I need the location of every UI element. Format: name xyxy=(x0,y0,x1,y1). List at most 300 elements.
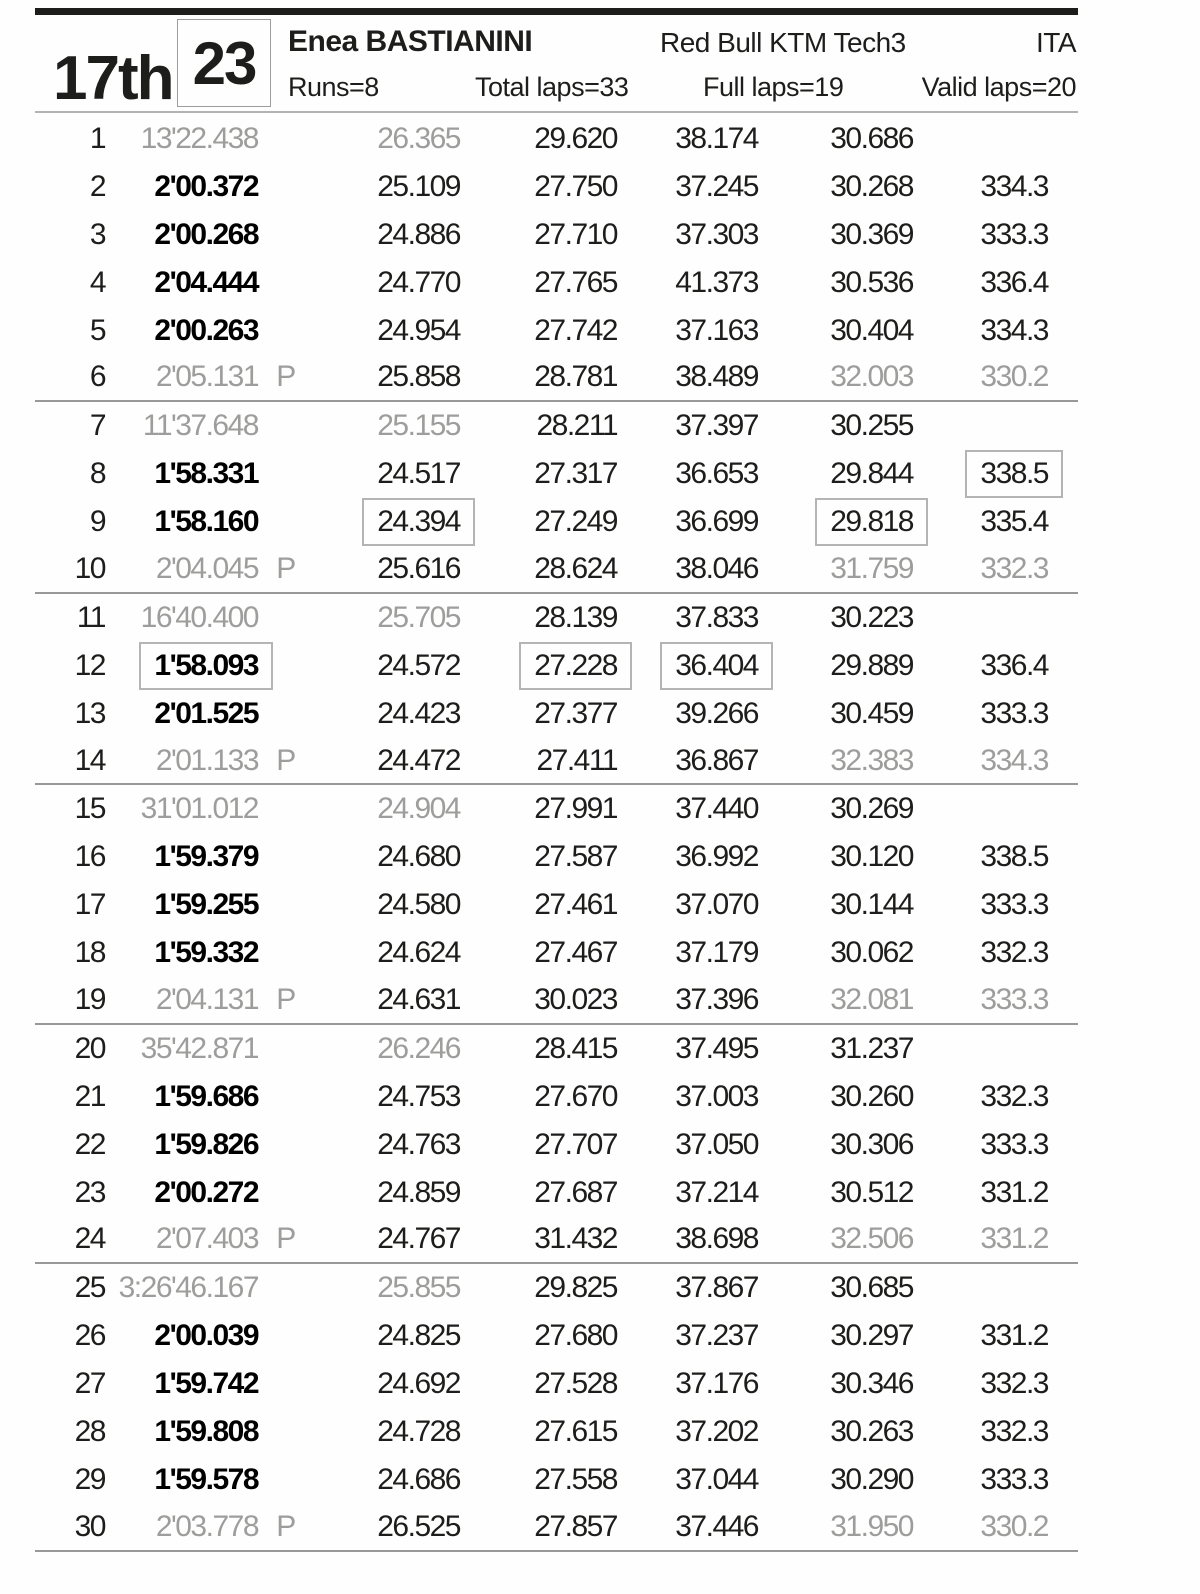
sector1-time: 24.580 xyxy=(377,888,460,922)
lap-number-cell xyxy=(35,1121,105,1169)
table-row xyxy=(35,1073,1078,1121)
table-row xyxy=(35,1408,1078,1456)
lap-number: 18 xyxy=(74,936,105,970)
top-speed: 332.3 xyxy=(980,1414,1048,1448)
sector2-time: 27.615 xyxy=(534,1414,617,1448)
sector1-time: 25.705 xyxy=(377,600,460,634)
lap-time-cell xyxy=(105,546,258,592)
pit-flag-cell xyxy=(258,163,313,211)
top-speed-cell xyxy=(913,498,1048,546)
sector1-time: 25.616 xyxy=(377,551,460,585)
sector2-time-cell xyxy=(460,546,617,592)
lap-time: 2'01.133 xyxy=(155,743,258,777)
sector4-time: 30.686 xyxy=(830,121,913,155)
sector2-time: 28.211 xyxy=(536,409,617,443)
sector4-time-cell xyxy=(758,642,913,690)
sector1-time-cell xyxy=(313,1312,460,1360)
sector3-time-cell xyxy=(617,1408,758,1456)
sector1-time-cell xyxy=(313,881,460,929)
top-speed: 333.3 xyxy=(980,1127,1048,1161)
top-speed-cell xyxy=(913,1312,1048,1360)
lap-time-cell xyxy=(105,163,258,211)
sector2-time-cell xyxy=(460,1073,617,1121)
table-row xyxy=(35,307,1078,355)
lap-time-cell xyxy=(105,259,258,307)
table-row xyxy=(35,833,1078,881)
lap-number-cell xyxy=(35,163,105,211)
lap-time: 16'40.400 xyxy=(140,600,258,634)
sector3-time: 37.446 xyxy=(675,1509,758,1543)
sector2-time: 27.377 xyxy=(534,696,617,730)
sector4-time-cell xyxy=(758,354,913,400)
top-speed-cell xyxy=(913,1121,1048,1169)
sector3-time-cell xyxy=(617,785,758,833)
lap-time: 3:26'46.167 xyxy=(118,1271,258,1305)
sector2-time: 27.528 xyxy=(534,1367,617,1401)
top-speed-cell xyxy=(913,1025,1048,1073)
lap-number: 14 xyxy=(74,743,105,777)
total-laps-count: Total laps=33 xyxy=(475,72,629,102)
sector3-time-cell xyxy=(617,1169,758,1217)
sector1-time-cell xyxy=(313,977,460,1023)
lap-number: 16 xyxy=(74,840,105,874)
sector4-time: 31.237 xyxy=(830,1031,913,1065)
table-row xyxy=(35,977,1078,1025)
sector3-time: 37.397 xyxy=(675,409,758,443)
sector2-time-cell xyxy=(460,1456,617,1504)
lap-time-cell xyxy=(105,738,258,784)
sector2-time-cell xyxy=(460,690,617,738)
sector3-time: 37.396 xyxy=(675,982,758,1016)
sector3-time-cell xyxy=(617,1264,758,1312)
sector2-time-cell xyxy=(460,738,617,784)
sector4-time-cell xyxy=(758,1264,913,1312)
sector3-time: 39.266 xyxy=(675,696,758,730)
lap-time: 31'01.012 xyxy=(140,792,258,826)
sector4-time-cell xyxy=(758,977,913,1023)
lap-time-cell xyxy=(105,1264,258,1312)
lap-number-cell xyxy=(35,1312,105,1360)
lap-time-cell xyxy=(105,833,258,881)
sector4-time: 32.506 xyxy=(830,1222,913,1256)
sector2-time: 27.687 xyxy=(534,1175,617,1209)
sector3-time-cell xyxy=(617,498,758,546)
table-row xyxy=(35,1216,1078,1264)
top-speed-cell xyxy=(913,1216,1048,1262)
pit-flag-cell xyxy=(258,1216,313,1262)
lap-time-cell xyxy=(105,1073,258,1121)
pit-flag-cell xyxy=(258,977,313,1023)
table-row xyxy=(35,498,1078,546)
rider-number: 23 xyxy=(192,29,256,97)
sector1-time-cell xyxy=(313,450,460,498)
sector1-time-cell xyxy=(313,929,460,977)
lap-time-cell xyxy=(105,642,258,690)
sector3-time: 38.489 xyxy=(675,360,758,394)
sector1-time-cell xyxy=(313,1264,460,1312)
sector1-time: 25.855 xyxy=(377,1271,460,1305)
sector4-time: 30.297 xyxy=(830,1319,913,1353)
lap-number-cell xyxy=(35,929,105,977)
team-name: Red Bull KTM Tech3 xyxy=(660,27,906,58)
sector3-time-cell xyxy=(617,307,758,355)
sector1-time: 25.858 xyxy=(377,360,460,394)
sector4-time: 30.369 xyxy=(830,217,913,251)
top-speed: 334.3 xyxy=(980,169,1048,203)
lap-time: 1'59.826 xyxy=(154,1127,258,1161)
sector3-time: 37.245 xyxy=(675,169,758,203)
lap-time-cell xyxy=(105,1121,258,1169)
sector2-time-cell xyxy=(460,354,617,400)
runs-count: Runs=8 xyxy=(288,72,379,102)
sector3-time: 38.046 xyxy=(675,551,758,585)
sector1-time-cell xyxy=(313,307,460,355)
lap-time: 1'59.686 xyxy=(154,1079,258,1113)
lap-number: 13 xyxy=(74,696,105,730)
lap-number-cell xyxy=(35,738,105,784)
lap-time: 1'59.332 xyxy=(154,936,258,970)
lap-time: 2'00.039 xyxy=(154,1319,258,1353)
table-row xyxy=(35,642,1078,690)
sector2-time-cell xyxy=(460,307,617,355)
pit-flag-cell xyxy=(258,1264,313,1312)
sector4-time: 32.081 xyxy=(830,982,913,1016)
sector2-time: 27.587 xyxy=(534,840,617,874)
table-row xyxy=(35,1360,1078,1408)
sector3-time-cell xyxy=(617,881,758,929)
lap-time: 1'59.808 xyxy=(154,1414,258,1448)
lap-time: 2'00.372 xyxy=(154,169,258,203)
pit-flag-cell xyxy=(258,881,313,929)
sector1-time: 24.753 xyxy=(377,1079,460,1113)
sector2-time: 27.765 xyxy=(534,265,617,299)
sector2-time: 27.411 xyxy=(536,743,617,777)
pit-flag-cell xyxy=(258,354,313,400)
lap-number: 12 xyxy=(74,648,105,682)
lap-time: 2'04.444 xyxy=(154,265,258,299)
lap-time: 2'03.778 xyxy=(155,1509,258,1543)
sector2-time-cell xyxy=(460,450,617,498)
lap-number: 6 xyxy=(89,360,105,394)
sector3-time-cell xyxy=(617,115,758,163)
table-row xyxy=(35,1312,1078,1360)
top-speed-cell xyxy=(913,738,1048,784)
table-row xyxy=(35,115,1078,163)
sector2-time: 28.139 xyxy=(534,600,617,634)
lap-number: 23 xyxy=(74,1175,105,1209)
sector1-time-cell xyxy=(313,1121,460,1169)
sector3-time: 36.867 xyxy=(675,743,758,777)
top-speed-cell xyxy=(913,163,1048,211)
sector3-time-cell xyxy=(617,259,758,307)
lap-time: 2'05.131 xyxy=(155,360,258,394)
lap-number-cell xyxy=(35,115,105,163)
sector3-time: 36.404 xyxy=(660,642,773,690)
lap-number-cell xyxy=(35,1169,105,1217)
sector3-time: 37.495 xyxy=(675,1031,758,1065)
top-speed-cell xyxy=(913,115,1048,163)
pit-flag: P xyxy=(276,982,295,1016)
sector1-time-cell xyxy=(313,211,460,259)
lap-number-cell xyxy=(35,1073,105,1121)
sector3-time-cell xyxy=(617,1216,758,1262)
sector1-time-cell xyxy=(313,163,460,211)
sector2-time-cell xyxy=(460,977,617,1023)
sector2-time-cell xyxy=(460,1264,617,1312)
top-speed-cell xyxy=(913,1456,1048,1504)
sector1-time: 24.517 xyxy=(377,457,460,491)
sector2-time-cell xyxy=(460,163,617,211)
top-speed-cell xyxy=(913,1504,1048,1550)
top-speed-cell xyxy=(913,307,1048,355)
top-speed: 334.3 xyxy=(980,313,1048,347)
sector2-time: 30.023 xyxy=(534,982,617,1016)
sector4-time: 30.685 xyxy=(830,1271,913,1305)
pit-flag-cell xyxy=(258,833,313,881)
pit-flag-cell xyxy=(258,1169,313,1217)
lap-number-cell xyxy=(35,785,105,833)
table-row xyxy=(35,1025,1078,1073)
sector4-time-cell xyxy=(758,1312,913,1360)
lap-time-cell xyxy=(105,977,258,1023)
sector1-time-cell xyxy=(313,594,460,642)
top-speed-cell xyxy=(913,785,1048,833)
sector3-time: 37.070 xyxy=(675,888,758,922)
sector2-time: 27.991 xyxy=(534,792,617,826)
pit-flag: P xyxy=(276,551,295,585)
rider-name: Enea BASTIANINI xyxy=(288,25,533,58)
pit-flag: P xyxy=(276,743,295,777)
sector4-time-cell xyxy=(758,881,913,929)
lap-number-cell xyxy=(35,1360,105,1408)
sector2-time: 27.461 xyxy=(534,888,617,922)
sector3-time-cell xyxy=(617,354,758,400)
sector4-time: 30.263 xyxy=(830,1414,913,1448)
lap-time: 2'01.525 xyxy=(154,696,258,730)
sector3-time-cell xyxy=(617,1504,758,1550)
sector4-time: 30.144 xyxy=(830,888,913,922)
sector3-time: 37.833 xyxy=(675,600,758,634)
sector1-time: 25.155 xyxy=(377,409,460,443)
top-speed-cell xyxy=(913,450,1048,498)
lap-number: 27 xyxy=(74,1367,105,1401)
sector3-time-cell xyxy=(617,1456,758,1504)
lap-number-cell xyxy=(35,259,105,307)
sector4-time: 30.260 xyxy=(830,1079,913,1113)
pit-flag-cell xyxy=(258,785,313,833)
sector2-time: 27.317 xyxy=(534,457,617,491)
sector3-time: 37.163 xyxy=(675,313,758,347)
sector1-time: 25.109 xyxy=(377,169,460,203)
lap-number-cell xyxy=(35,1216,105,1262)
lap-number: 17 xyxy=(74,888,105,922)
pit-flag-cell xyxy=(258,929,313,977)
sector2-time-cell xyxy=(460,881,617,929)
sector1-time: 24.728 xyxy=(377,1414,460,1448)
sector4-time-cell xyxy=(758,833,913,881)
top-speed: 334.3 xyxy=(980,743,1048,777)
lap-time: 1'59.255 xyxy=(154,888,258,922)
sector4-time-cell xyxy=(758,738,913,784)
table-row xyxy=(35,211,1078,259)
lap-number: 19 xyxy=(74,982,105,1016)
table-row xyxy=(35,1456,1078,1504)
sector3-time: 36.992 xyxy=(675,840,758,874)
rider-header xyxy=(35,15,1078,113)
sector1-time: 24.767 xyxy=(377,1222,460,1256)
sector2-time: 27.670 xyxy=(534,1079,617,1113)
lap-time: 2'07.403 xyxy=(155,1222,258,1256)
top-speed-cell xyxy=(913,1408,1048,1456)
pit-flag-cell xyxy=(258,690,313,738)
pit-flag-cell xyxy=(258,1312,313,1360)
sector1-time-cell xyxy=(313,115,460,163)
lap-number-cell xyxy=(35,833,105,881)
table-row xyxy=(35,1169,1078,1217)
sector3-time-cell xyxy=(617,1073,758,1121)
sector4-time-cell xyxy=(758,163,913,211)
pit-flag-cell xyxy=(258,738,313,784)
lap-number: 3 xyxy=(89,217,105,251)
sector2-time: 28.624 xyxy=(534,551,617,585)
sector1-time-cell xyxy=(313,259,460,307)
table-row xyxy=(35,1264,1078,1312)
lap-time: 11'37.648 xyxy=(142,409,258,443)
lap-number: 28 xyxy=(74,1414,105,1448)
table-row xyxy=(35,450,1078,498)
sector2-time-cell xyxy=(460,1360,617,1408)
sector2-time: 27.857 xyxy=(534,1509,617,1543)
top-speed: 338.5 xyxy=(965,450,1063,498)
lap-number: 25 xyxy=(74,1271,105,1305)
sector1-time: 24.394 xyxy=(362,498,475,546)
top-speed: 338.5 xyxy=(980,840,1048,874)
sector1-time-cell xyxy=(313,546,460,592)
table-row xyxy=(35,690,1078,738)
top-speed: 333.3 xyxy=(980,982,1048,1016)
lap-number: 8 xyxy=(89,457,105,491)
sector2-time-cell xyxy=(460,259,617,307)
table-row xyxy=(35,881,1078,929)
pit-flag-cell xyxy=(258,1456,313,1504)
lap-time: 1'59.742 xyxy=(154,1367,258,1401)
top-speed-cell xyxy=(913,259,1048,307)
sector4-time: 29.818 xyxy=(815,498,928,546)
pit-flag-cell xyxy=(258,1360,313,1408)
table-row xyxy=(35,1504,1078,1552)
sector3-time-cell xyxy=(617,450,758,498)
lap-number-cell xyxy=(35,1264,105,1312)
sector4-time: 30.346 xyxy=(830,1367,913,1401)
lap-number-cell xyxy=(35,1408,105,1456)
sector1-time: 24.686 xyxy=(377,1462,460,1496)
lap-time: 2'04.131 xyxy=(155,982,258,1016)
sector1-time-cell xyxy=(313,498,460,546)
sector3-time-cell xyxy=(617,1025,758,1073)
sector3-time: 37.214 xyxy=(675,1175,758,1209)
lap-number: 10 xyxy=(74,551,105,585)
sector4-time-cell xyxy=(758,929,913,977)
lap-number-cell xyxy=(35,690,105,738)
sector3-time-cell xyxy=(617,833,758,881)
top-speed: 331.2 xyxy=(980,1175,1048,1209)
lap-number: 26 xyxy=(74,1319,105,1353)
sector3-time: 41.373 xyxy=(675,265,758,299)
sector2-time: 27.742 xyxy=(534,313,617,347)
sector4-time: 30.404 xyxy=(830,313,913,347)
table-row xyxy=(35,163,1078,211)
table-row xyxy=(35,738,1078,786)
sector4-time: 30.062 xyxy=(830,936,913,970)
sector4-time-cell xyxy=(758,546,913,592)
lap-time-cell xyxy=(105,594,258,642)
lap-number: 1 xyxy=(89,121,105,155)
lap-time-cell xyxy=(105,690,258,738)
top-speed-cell xyxy=(913,1169,1048,1217)
table-row xyxy=(35,594,1078,642)
pit-flag-cell xyxy=(258,211,313,259)
sector2-time: 27.750 xyxy=(534,169,617,203)
sector1-time-cell xyxy=(313,354,460,400)
pit-flag-cell xyxy=(258,450,313,498)
sector4-time: 30.459 xyxy=(830,696,913,730)
sector2-time-cell xyxy=(460,1408,617,1456)
sector3-time-cell xyxy=(617,929,758,977)
sector1-time-cell xyxy=(313,1073,460,1121)
sector4-time-cell xyxy=(758,402,913,450)
pit-flag-cell xyxy=(258,307,313,355)
sector1-time: 24.770 xyxy=(377,265,460,299)
sector1-time-cell xyxy=(313,1408,460,1456)
sector2-time: 27.558 xyxy=(534,1462,617,1496)
sector1-time: 24.631 xyxy=(377,982,460,1016)
sector1-time: 26.525 xyxy=(377,1509,460,1543)
sector1-time-cell xyxy=(313,1360,460,1408)
sector2-time-cell xyxy=(460,211,617,259)
top-speed: 330.2 xyxy=(980,360,1048,394)
lap-time: 35'42.871 xyxy=(140,1031,258,1065)
top-speed: 332.3 xyxy=(980,551,1048,585)
full-laps-count: Full laps=19 xyxy=(703,72,844,102)
sector2-time: 27.710 xyxy=(534,217,617,251)
top-speed: 333.3 xyxy=(980,696,1048,730)
sector3-time: 38.698 xyxy=(675,1222,758,1256)
sector4-time: 30.290 xyxy=(830,1462,913,1496)
sector3-time: 37.202 xyxy=(675,1414,758,1448)
sector2-time: 27.467 xyxy=(534,936,617,970)
sector3-time: 37.044 xyxy=(675,1462,758,1496)
pit-flag: P xyxy=(276,1509,295,1543)
lap-time-cell xyxy=(105,498,258,546)
top-speed-cell xyxy=(913,402,1048,450)
top-speed: 332.3 xyxy=(980,1367,1048,1401)
top-speed-cell xyxy=(913,881,1048,929)
sector2-time: 28.781 xyxy=(534,360,617,394)
top-speed: 333.3 xyxy=(980,1462,1048,1496)
sector4-time: 30.120 xyxy=(830,840,913,874)
sector2-time: 29.825 xyxy=(534,1271,617,1305)
lap-time-cell xyxy=(105,307,258,355)
sector2-time-cell xyxy=(460,1504,617,1550)
lap-time-cell xyxy=(105,1408,258,1456)
sector4-time-cell xyxy=(758,1504,913,1550)
table-row xyxy=(35,785,1078,833)
lap-number: 9 xyxy=(89,505,105,539)
pit-flag-cell xyxy=(258,498,313,546)
lap-number: 7 xyxy=(89,409,105,443)
lap-time-cell xyxy=(105,881,258,929)
sector4-time-cell xyxy=(758,211,913,259)
